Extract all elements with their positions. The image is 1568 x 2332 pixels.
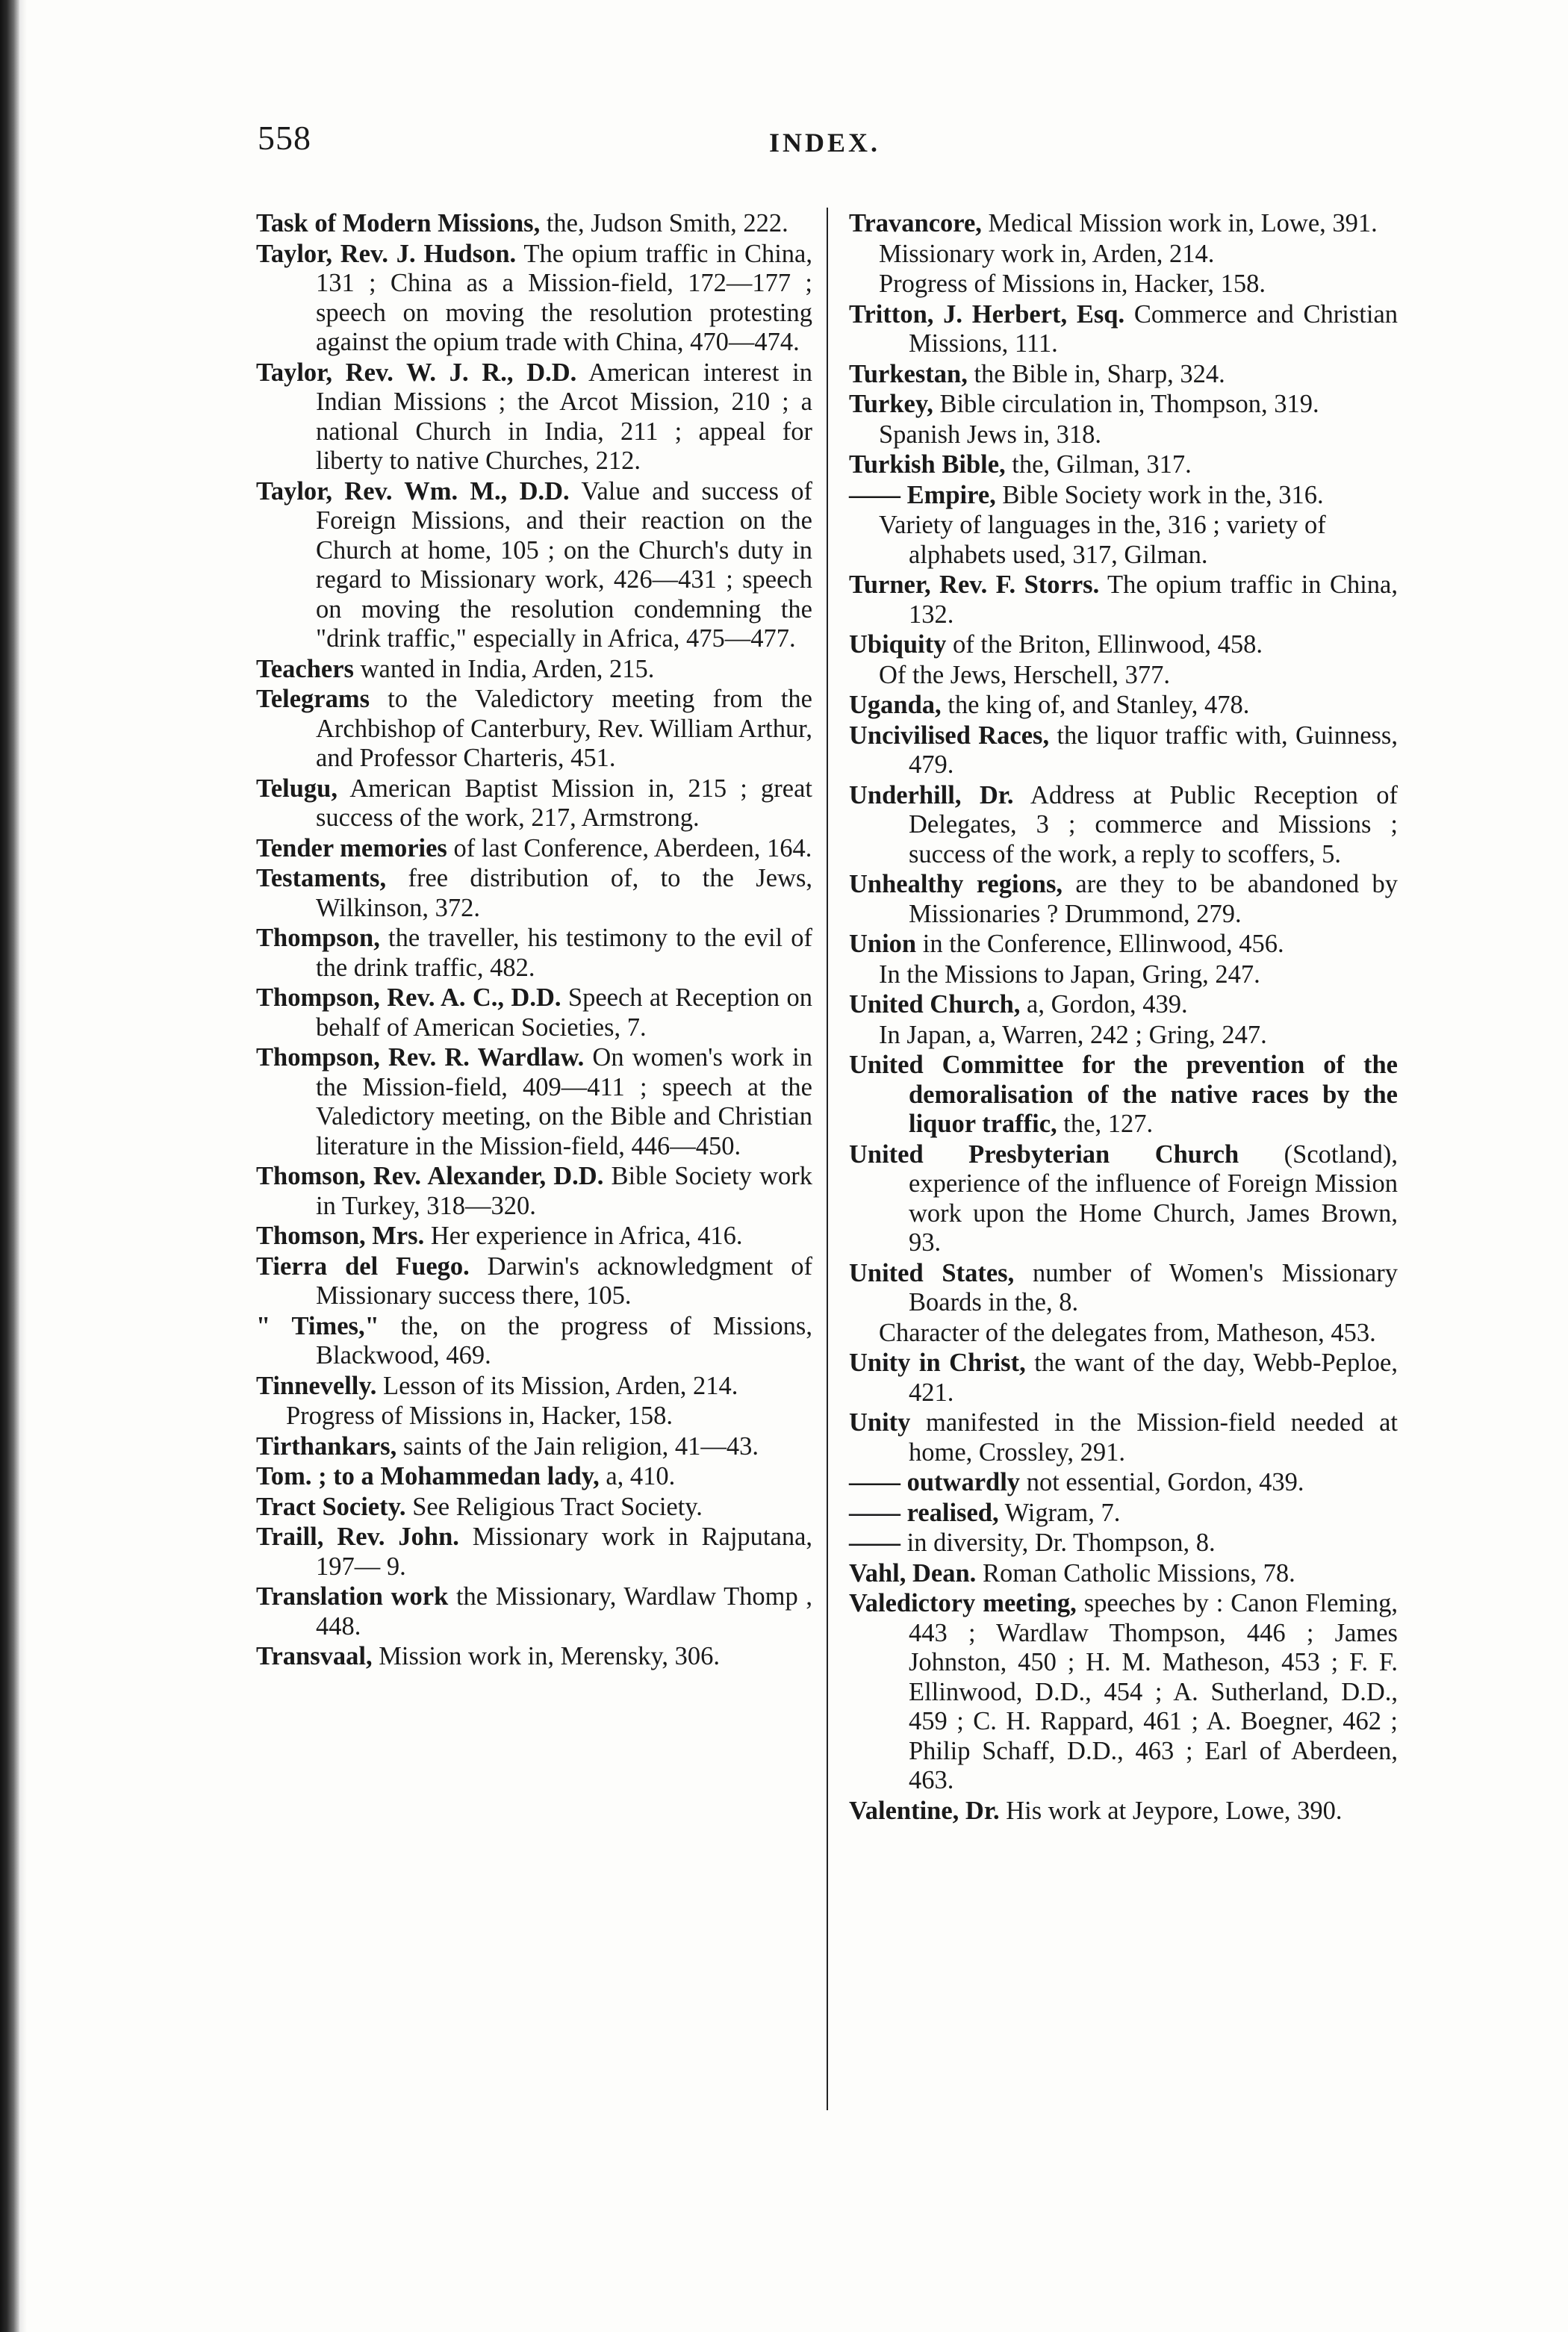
entry-text: The opium traffic in China, 131 ; China as a Mission-field, 172—177 ; speech on moving the resolution protesting against the opium trade with China, 470—474. [316, 239, 812, 356]
entry-heading: Tinnevelly. [256, 1371, 377, 1400]
entry-text: free distribution of, to the Jews, Wilkinson, 372. [316, 864, 812, 922]
index-entry [849, 300, 1398, 359]
index-entry [849, 1140, 1398, 1258]
index-entry [256, 685, 812, 774]
entry-text: Bible Society work in the, 316. [995, 480, 1324, 509]
entry-text: not essential, Gordon, 439. [1020, 1468, 1304, 1496]
index-entry [256, 1043, 812, 1161]
index-entry [849, 930, 1398, 960]
index-entry [849, 691, 1398, 721]
index-entry [849, 360, 1398, 390]
entry-heading: Valentine, Dr. [849, 1796, 1000, 1825]
entry-text: the want of the day, Webb-Peploe, 421. [909, 1349, 1398, 1407]
entry-text: Bible Society work in Turkey, 318—320. [316, 1162, 812, 1220]
entry-heading: Underhill, Dr. [849, 780, 1014, 809]
index-entry [849, 390, 1398, 420]
index-entry [256, 1372, 812, 1402]
entry-heading: Taylor, Rev. Wm. M., D.D. [256, 476, 570, 506]
entry-text: the, on the progress of Missions, Blackwood, 469. [316, 1311, 812, 1369]
entry-text: The opium traffic in China, 132. [909, 570, 1398, 629]
index-entry [849, 870, 1398, 929]
index-entry [849, 1408, 1398, 1467]
index-entry [849, 990, 1398, 1020]
index-entry [849, 1529, 1398, 1558]
entry-heading: United States, [849, 1258, 1015, 1287]
index-entry [849, 481, 1398, 511]
entry-heading: Thomson, Rev. Alexander, D.D. [256, 1162, 604, 1190]
entry-heading: Testaments, [256, 864, 387, 892]
entry-text: a, Gordon, 439. [1020, 990, 1188, 1019]
entry-text: Darwin's acknowledgment of Missionary success there, 105. [316, 1251, 812, 1310]
index-entry [256, 1582, 812, 1641]
entry-heading: Tierra del Fuego. [256, 1251, 470, 1281]
entry-text: to the Valedictory meeting from the Archbishop of Canterbury, Rev. William Arthur, and Professor Charteris, 451. [316, 685, 812, 772]
left-index-column [256, 209, 812, 1673]
entry-heading: " Times," [256, 1311, 379, 1340]
entry-heading: Taylor, Rev. J. Hudson. [256, 239, 517, 268]
index-entry [256, 774, 812, 833]
index-entry [849, 1797, 1398, 1826]
entry-text: a, 410. [599, 1462, 676, 1490]
index-entry [256, 655, 812, 685]
index-entry [256, 1162, 812, 1221]
entry-text: Mission work in, Merensky, 306. [372, 1642, 721, 1670]
index-entry [849, 630, 1398, 660]
entry-heading: Transvaal, [256, 1642, 373, 1670]
running-head: INDEX. [769, 128, 881, 158]
entry-heading: Uganda, [849, 691, 942, 719]
index-entry [256, 477, 812, 654]
index-entry [849, 209, 1398, 239]
entry-text: in diversity, Dr. Thompson, 8. [900, 1529, 1216, 1557]
entry-heading: —— outwardly [849, 1468, 1021, 1496]
entry-heading: Thomson, Mrs. [256, 1222, 425, 1250]
entry-text: the Missionary, Wardlaw Thomp , 448. [316, 1582, 813, 1641]
entry-text: speeches by : Canon Fleming, 443 ; Wardlaw Thompson, 446 ; James Johnston, 450 ; H. M. Matheson, 453 ; F. F. Ellinwood, D.D., 454 ; A. Sutherland, D.D., 459 ; C. H. Rappard, 461 ; A. Boegner, 462 ; Philip Schaff, D.D., 463 ; Earl of Aberdeen, 463. [909, 1589, 1398, 1794]
entry-text: Commerce and Christian Missions, 111. [909, 299, 1399, 358]
entry-text: American Baptist Mission in, 215 ; great success of the work, 217, Armstrong. [316, 774, 812, 832]
entry-text: wanted in India, Arden, 215. [353, 654, 655, 683]
entry-text: Her experience in Africa, 416. [424, 1222, 743, 1250]
index-entry [256, 834, 812, 864]
entry-text: Missionary work in Rajputana, 197— 9. [316, 1523, 813, 1581]
entry-text: number of Women's Missionary Boards in the, 8. [909, 1258, 1398, 1316]
index-entry [849, 721, 1398, 780]
entry-text: of last Conference, Aberdeen, 164. [447, 833, 812, 862]
entry-heading: Vahl, Dean. [849, 1558, 977, 1588]
scan-binding-edge [0, 0, 19, 2332]
entry-heading: Unhealthy regions, [849, 870, 1063, 898]
index-entry [256, 1222, 812, 1251]
index-entry [256, 240, 812, 358]
entry-heading: Task of Modern Missions, [256, 209, 541, 237]
right-index-column [849, 209, 1398, 1826]
entry-heading: Telegrams [256, 685, 370, 713]
entry-text: Speech at Reception on behalf of American Societies, 7. [316, 983, 812, 1042]
entry-text: Value and success of Foreign Missions, and their reaction on the Church at home, 105 ; on the Church's duty in regard to Missionary work, 426—431 ; speech on moving the resolution condemning the "drink traffic," especially in Africa, 475—477. [316, 476, 812, 653]
index-entry [256, 1523, 812, 1582]
entry-heading: —— [849, 1529, 900, 1557]
entry-heading: Ubiquity [849, 630, 947, 659]
index-entry [849, 1259, 1398, 1318]
entry-text: Wigram, 7. [998, 1498, 1121, 1527]
entry-heading: Thompson, Rev. A. C., D.D. [256, 983, 561, 1012]
entry-text: On women's work in the Mission-field, 409—411 ; speech at the Valedictory meeting, on the Bible and Christian literature in the Mission-field, 446—450. [316, 1043, 812, 1160]
entry-heading: Tirthankars, [256, 1431, 397, 1461]
index-subentry: Of the Jews, Herschell, 377. [879, 660, 1170, 689]
entry-text: the Bible in, Sharp, 324. [967, 359, 1225, 388]
page-number: 558 [258, 119, 311, 157]
entry-text: His work at Jeypore, Lowe, 390. [999, 1796, 1343, 1825]
scan-shadow [19, 0, 27, 2332]
index-entry [849, 1468, 1398, 1498]
entry-heading: Traill, Rev. John. [256, 1523, 459, 1551]
entry-text: the traveller, his testimony to the evil of the drink traffic, 482. [316, 924, 812, 982]
entry-text: manifested in the Mission-field needed at home, Crossley, 291. [909, 1408, 1398, 1467]
entry-heading: Tract Society. [256, 1492, 406, 1521]
entry-heading: Unity in Christ, [849, 1349, 1026, 1377]
index-entry [849, 1349, 1398, 1408]
index-entry [849, 1499, 1398, 1529]
column-divider [827, 208, 828, 2110]
index-entry [256, 924, 812, 983]
entry-text: (Scotland), experience of the influence of Foreign Mission work upon the Home Church, James Brown, 93. [909, 1139, 1398, 1257]
entry-text: saints of the Jain religion, 41—43. [396, 1431, 759, 1461]
entry-text: Roman Catholic Missions, 78. [976, 1558, 1295, 1588]
index-entry [256, 1493, 812, 1523]
entry-heading: Thompson, Rev. R. Wardlaw. [256, 1043, 585, 1072]
index-subentry: In Japan, a, Warren, 242 ; Gring, 247. [879, 1020, 1267, 1049]
entry-heading: Travancore, [849, 209, 982, 237]
entry-text: Bible circulation in, Thompson, 319. [933, 390, 1319, 418]
entry-heading: Turner, Rev. F. Storrs. [849, 570, 1100, 599]
index-entry [849, 570, 1398, 629]
index-subentry: In the Missions to Japan, Gring, 247. [879, 960, 1260, 989]
entry-text: the liquor traffic with, Guinness, 479. [909, 721, 1398, 779]
entry-heading: Turkey, [849, 390, 933, 418]
entry-text: are they to be abandoned by Missionaries ? Drummond, 279. [909, 870, 1398, 928]
index-entry [849, 450, 1398, 480]
index-entry [849, 1589, 1398, 1796]
index-entry [256, 358, 812, 476]
entry-heading: United Church, [849, 990, 1021, 1019]
entry-heading: —— realised, [849, 1498, 999, 1527]
index-subentry: Variety of languages in the, 316 ; variety of alphabets used, 317, Gilman. [879, 511, 1326, 569]
entry-text: See Religious Tract Society. [405, 1492, 703, 1521]
index-subentry: Missionary work in, Arden, 214. [879, 239, 1215, 268]
entry-text: the king of, and Stanley, 478. [941, 691, 1250, 719]
entry-heading: Uncivilised Races, [849, 721, 1050, 750]
entry-text: the, Judson Smith, 222. [540, 209, 788, 237]
entry-heading: Translation work [256, 1582, 449, 1611]
index-entry [256, 1432, 812, 1462]
entry-text: the, Gilman, 317. [1005, 450, 1192, 479]
entry-heading: Tritton, J. Herbert, Esq. [849, 299, 1125, 329]
index-entry [256, 983, 812, 1042]
entry-heading: Turkestan, [849, 359, 968, 388]
index-entry [256, 1462, 812, 1492]
entry-heading: United Committee for the prevention of the demoralisation of the native races by the liquor traffic, [849, 1051, 1398, 1138]
entry-heading: Telugu, [256, 774, 337, 803]
entry-text: Lesson of its Mission, Arden, 214. [376, 1371, 738, 1400]
index-subentry: Spanish Jews in, 318. [879, 420, 1102, 449]
entry-heading: Union [849, 930, 917, 958]
index-entry [256, 1252, 812, 1311]
index-entry [256, 864, 812, 923]
index-entry [256, 209, 812, 239]
entry-heading: United Presbyterian Church [849, 1139, 1239, 1169]
entry-text: Address at Public Reception of Delegates, 3 ; commerce and Missions ; success of the work, a reply to scoffers, 5. [909, 780, 1398, 868]
entry-heading: Thompson, [256, 924, 380, 952]
entry-text: Medical Mission work in, Lowe, 391. [981, 209, 1378, 237]
index-subentry: Character of the delegates from, Matheson, 453. [879, 1318, 1376, 1347]
index-entry [849, 1559, 1398, 1589]
entry-heading: Turkish Bible, [849, 450, 1006, 479]
entry-heading: Valedictory meeting, [849, 1589, 1077, 1617]
entry-heading: Taylor, Rev. W. J. R., D.D. [256, 358, 577, 387]
index-subentry: Progress of Missions in, Hacker, 158. [879, 270, 1266, 298]
entry-text: of the Briton, Ellinwood, 458. [946, 630, 1263, 659]
entry-heading: —— Empire, [849, 480, 996, 509]
entry-heading: Tom. ; to a Mohammedan lady, [256, 1462, 600, 1490]
index-subentry: Progress of Missions in, Hacker, 158. [286, 1402, 673, 1430]
index-entry [256, 1312, 812, 1371]
index-entry [849, 1051, 1398, 1139]
entry-text: American interest in Indian Missions ; the Arcot Mission, 210 ; a national Church in India, 211 ; appeal for liberty to native Churches, 212. [316, 358, 812, 475]
index-entry [256, 1642, 812, 1672]
index-entry [849, 781, 1398, 870]
entry-heading: Teachers [256, 654, 354, 683]
entry-text: the, 127. [1057, 1110, 1154, 1138]
entry-text: in the Conference, Ellinwood, 456. [916, 930, 1284, 958]
entry-heading: Unity [849, 1408, 911, 1437]
entry-heading: Tender memories [256, 833, 447, 862]
